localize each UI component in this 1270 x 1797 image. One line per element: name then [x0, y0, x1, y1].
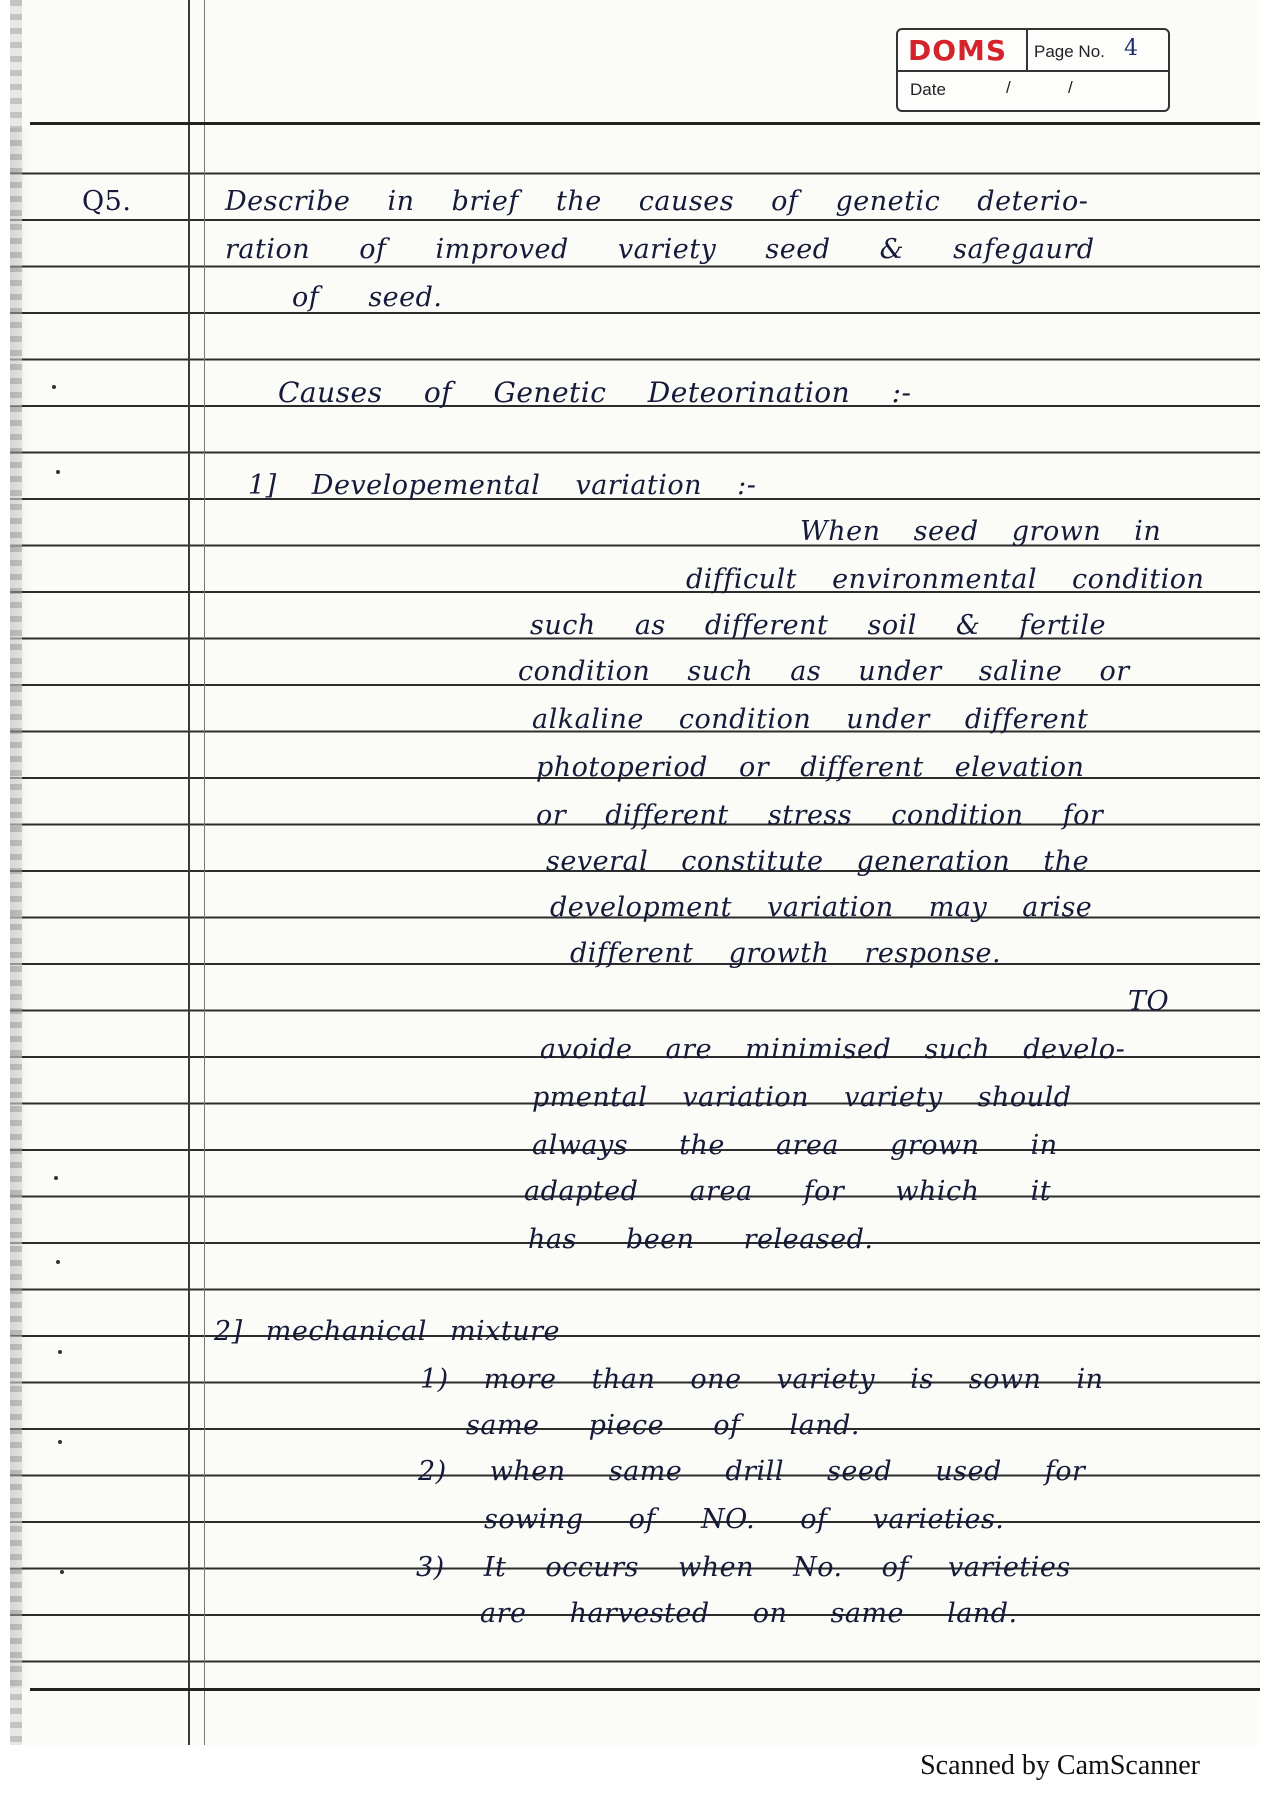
paragraph-line: photoperiod or different elevation [536, 752, 1085, 783]
margin-dot [52, 385, 56, 389]
margin-rule-inner [204, 0, 205, 1745]
subsection-title: 2] mechanical mixture [214, 1316, 561, 1347]
sheet-footer-area [10, 1688, 1260, 1745]
list-item: sowing of NO. of varieties. [484, 1504, 1005, 1535]
date-separator: / [1068, 78, 1073, 97]
page-number-label: Page No. [1034, 42, 1105, 61]
paragraph-line: condition such as under saline or [518, 656, 1130, 687]
margin-dot [54, 1176, 58, 1180]
paragraph-line: such as different soil & fertile [530, 610, 1107, 641]
paragraph-line: avoide are minimised such develo- [540, 1034, 1126, 1065]
margin-dot [60, 1570, 64, 1574]
brand-logo: DOMS [908, 34, 1008, 67]
question-line: ration of improved variety seed & safegaurd [225, 234, 1095, 265]
question-number: Q5. [82, 186, 132, 217]
margin-dot [58, 1350, 62, 1354]
list-item: 1) more than one variety is sown in [420, 1364, 1104, 1395]
margin-rule-outer [188, 0, 190, 1745]
paragraph-line: pmental variation variety should [532, 1082, 1072, 1113]
paragraph-line: TO [1128, 986, 1170, 1017]
list-item: are harvested on same land. [480, 1598, 1018, 1629]
paragraph-line: difficult environmental condition [686, 564, 1205, 595]
list-item: same piece of land. [466, 1410, 861, 1441]
margin-dot [56, 470, 60, 474]
margin-dot [56, 1260, 60, 1264]
stamp-divider [1026, 30, 1028, 72]
paragraph-line: has been released. [528, 1224, 874, 1255]
paragraph-line: different growth response. [570, 938, 1002, 969]
paragraph-line: several constitute generation the [546, 846, 1090, 877]
page-number-value: 4 [1124, 36, 1138, 61]
page-header-stamp [896, 28, 1170, 112]
stamp-divider [898, 70, 1168, 72]
question-line: of seed. [292, 282, 443, 313]
margin-dot [58, 1440, 62, 1444]
binding-spine [10, 0, 22, 1745]
list-item: 3) It occurs when No. of varieties [416, 1552, 1071, 1583]
scanner-watermark: Scanned by CamScanner [920, 1750, 1200, 1781]
date-label: Date [910, 80, 946, 99]
list-item: 2) when same drill seed used for [418, 1456, 1086, 1487]
bottom-rule [30, 1688, 1260, 1691]
paragraph-line: or different stress condition for [536, 800, 1104, 831]
paragraph-line: alkaline condition under different [532, 704, 1089, 735]
paragraph-line: development variation may arise [550, 892, 1093, 923]
paragraph-line: adapted area for which it [524, 1176, 1052, 1207]
subsection-title: 1] Developemental variation :- [248, 470, 757, 501]
question-line: Describe in brief the causes of genetic deterio- [225, 186, 1089, 217]
top-rule [30, 122, 1260, 125]
date-separator: / [1006, 78, 1011, 97]
paragraph-line: always the area grown in [532, 1130, 1058, 1161]
paragraph-line: When seed grown in [800, 516, 1162, 547]
section-heading: Causes of Genetic Deteorination :- [278, 376, 912, 409]
